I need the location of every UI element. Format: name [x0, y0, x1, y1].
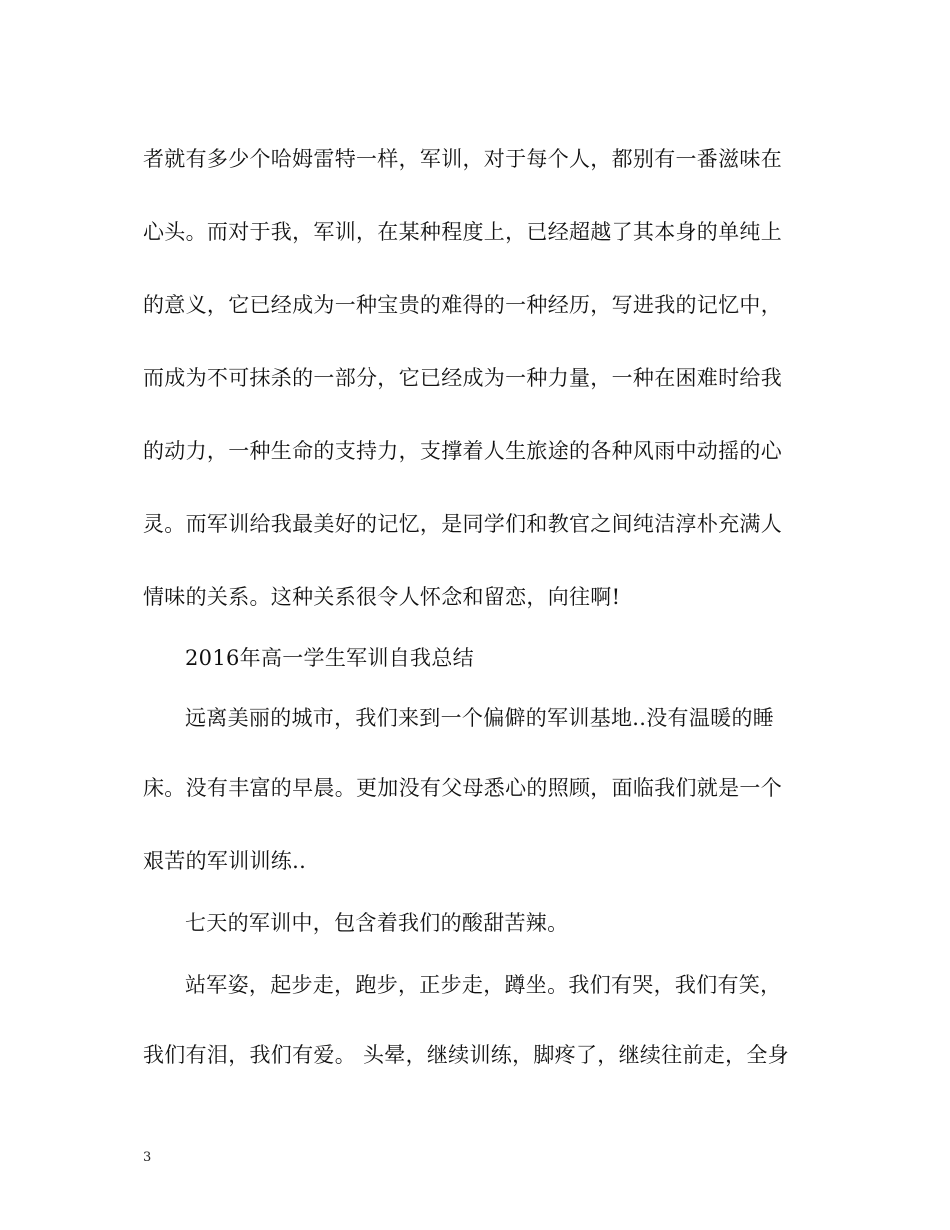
body-text-line: 的意义，它已经成为一种宝贵的难得的一种经历，写进我的记忆中， — [143, 293, 782, 317]
body-text-line: 者就有多少个哈姆雷特一样，军训，对于每个人，都别有一番滋味在 — [143, 147, 782, 171]
body-text-line: 艰苦的军训训练.. — [143, 849, 307, 873]
page-number: 3 — [143, 1150, 152, 1165]
body-text-line: 站军姿，起步走，跑步，正步走，蹲坐。我们有哭，我们有笑， — [185, 973, 782, 997]
body-text-line: 的动力，一种生命的支持力，支撑着人生旅途的各种风雨中动摇的心 — [143, 439, 782, 463]
body-text-line: 而成为不可抹杀的一部分，它已经成为一种力量，一种在困难时给我 — [143, 366, 782, 390]
body-text-line: 心头。而对于我，军训，在某种程度上，已经超越了其本身的单纯上 — [143, 220, 782, 244]
section-heading: 2016年高一学生军训自我总结 — [185, 646, 474, 670]
body-text-line: 我们有泪，我们有爱。 头晕，继续训练，脚疼了，继续往前走，全身 — [143, 1043, 789, 1067]
body-text-line: 灵。而军训给我最美好的记忆，是同学们和教官之间纯洁淳朴充满人 — [143, 512, 782, 536]
body-text-line: 床。没有丰富的早晨。更加没有父母悉心的照顾，面临我们就是一个 — [143, 776, 782, 800]
body-text-line: 情味的关系。这种关系很令人怀念和留恋，向往啊! — [143, 585, 621, 609]
body-text-line: 远离美丽的城市，我们来到一个偏僻的军训基地..没有温暖的睡 — [185, 706, 775, 730]
body-text-line: 七天的军训中，包含着我们的酸甜苦辣。 — [185, 911, 569, 935]
